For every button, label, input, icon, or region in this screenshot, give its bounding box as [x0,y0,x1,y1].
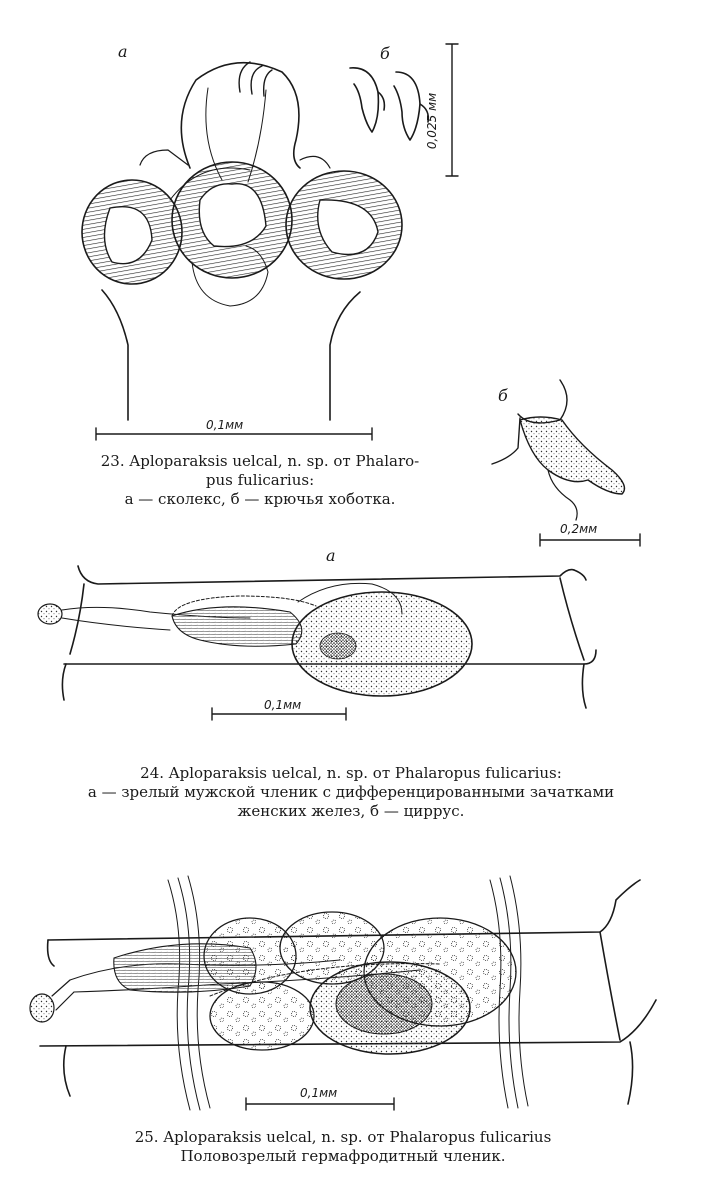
fig25-caption [0,1128,694,1166]
fig24-caption-line3: женских желез, б — циррус. [237,802,465,820]
fig23-caption-line1: 23. Aploparaksis uelcal, n. sp. от Phalaro- [100,452,420,470]
fig23-hooks-drawing [350,44,458,176]
fig25-proglottid-drawing [30,876,656,1110]
fig23-scolex-drawing [82,62,402,440]
fig24-label-b: б [498,386,508,405]
fig24-caption-line1: 24. Aploparaksis uelcal, n. sp. от Phalaropus fulicarius: [140,764,562,782]
fig24-scale-b: 0,2мм [560,522,598,536]
fig24-proglottid-drawing [38,566,596,720]
fig23-label-a: а [118,42,128,61]
fig23-caption [0,452,520,509]
fig23-caption-line2: pus fulicarius: [205,471,315,489]
fig23-label-b: б [380,44,390,63]
fig24-caption-line2: а — зрелый мужской членик с дифференцированными зачатками [87,783,615,801]
fig24-scale-a: 0,1мм [264,698,302,712]
fig25-caption-line1: 25. Aploparaksis uelcal, n. sp. от Phalaropus fulicarius [134,1128,552,1146]
fig24-caption [0,764,702,821]
fig23-scale-a: 0,1мм [206,418,244,432]
fig23-caption-line3: а — сколекс, б — крючья хоботка. [124,490,396,508]
fig25-scale: 0,1мм [300,1086,338,1100]
fig23-scale-b: 0,025 мм [425,92,440,150]
fig25-caption-line2: Половозрелый гермафродитный членик. [180,1147,506,1165]
fig24-label-a: а [326,546,336,565]
